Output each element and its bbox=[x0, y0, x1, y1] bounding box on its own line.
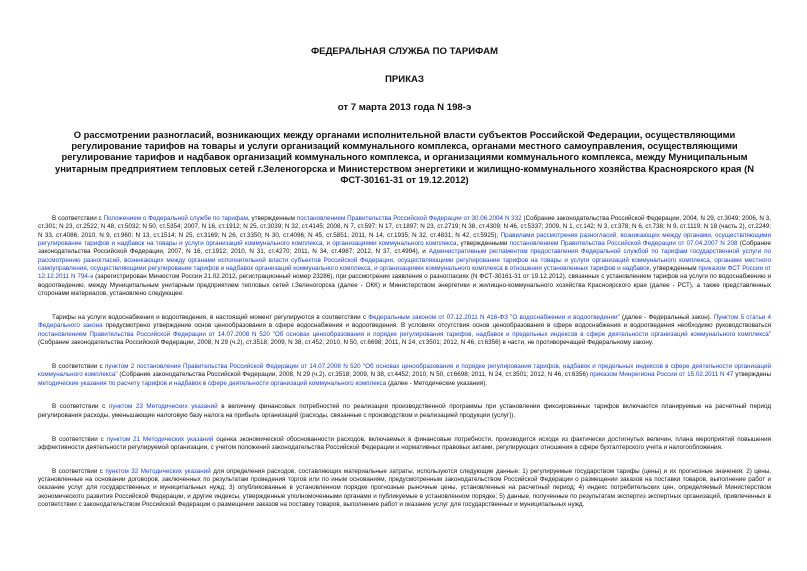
paragraph-6 bbox=[38, 468, 771, 510]
paragraph-2 bbox=[38, 314, 771, 347]
paragraph-text: , утвержденным bbox=[247, 215, 297, 223]
document-type: ПРИКАЗ bbox=[385, 74, 424, 85]
paragraph-text: В соответствии с bbox=[52, 215, 104, 223]
reference-link[interactable]: пунктом 23 Методических указаний bbox=[108, 403, 218, 411]
paragraph-1 bbox=[38, 215, 771, 298]
reference-link[interactable]: постановлением Правительства Российской Федерации от 30.06.2004 N 332 bbox=[296, 215, 522, 223]
paragraph-text: В соответствии с bbox=[52, 435, 107, 443]
document-date: от 7 марта 2013 года N 198-э bbox=[337, 102, 472, 113]
reference-link[interactable]: Пунктом 5 статьи 4 Федерального закона bbox=[38, 313, 771, 330]
reference-link[interactable]: Положением о Федеральной службе по тарифам bbox=[103, 215, 248, 223]
paragraph-text: (далее - Федеральный закон). bbox=[619, 313, 714, 321]
paragraph-text: утверждены bbox=[733, 371, 772, 379]
paragraph-text: (далее - Методические указания). bbox=[386, 379, 488, 387]
reference-link[interactable]: Административным регламентом предоставления Федеральной службой по тарифам государственной услуги по рассмотрению разногласий, возникающих между органами исполнительной власти субъектов Российской Федерации, осуществляющими регулирование тарифов на товары и услуги организаций коммунального комплекса, органами местного самоуправления, осуществляющими регулирование тарифов и надбавок организаций коммунального комплекса, и организациями коммунального комплекса в отношении установленных тарифов и надбавок bbox=[38, 248, 771, 273]
reference-link[interactable]: приказом ФСТ России от 12.12.2011 N 794-э bbox=[38, 265, 771, 281]
paragraph-4 bbox=[38, 403, 771, 420]
issuing-organization: ФЕДЕРАЛЬНАЯ СЛУЖБА ПО ТАРИФАМ bbox=[310, 46, 499, 57]
reference-link[interactable]: постановлением Правительства Российской Федерации от 07.04.2007 N 208 bbox=[509, 240, 738, 248]
paragraph-text: (Собрание законодательства Российской Федерации, 2008, N 29 (ч.2), ст.3518; 2009, N 38, ст.4452; 2010, N 50, ст.6698; 2011, N 24, ст.3501; 2012, N 46, ст.6356) bbox=[117, 371, 590, 379]
reference-link[interactable]: Правилами рассмотрения разногласий, возникающих между органами, осуществляющими регулирование тарифов и надбавок на товары и услуги организаций коммунального комплекса, и организациями коммунального комплекса bbox=[38, 231, 771, 248]
paragraph-text: , утвержденными bbox=[456, 240, 510, 248]
document-title: О рассмотрении разногласий, возникающих между органами исполнительной власти субъектов Российской Федерации, осуществляющими регулирование тарифов на товары и услуги организаций коммунального комплекса, органами местного самоуправления, осуществляющими регулирование тарифов и надбавок организаций коммунального комплекса, и организациями коммунального комплекса, между Муниципальным унитарным предприятием тепловых сетей г.Зеленогорска и Министерством энергетики и жилищно-коммунального хозяйства Красноярского края (N ФСТ-30161-31 от 19.12.2012) bbox=[54, 129, 755, 185]
paragraph-text: (Собрание законодательства Российской Федерации, 2008, N 29 (ч.2), ст.3518; 2009, N 38, ст.452; 2010, N 50, ст.6698; 2011, N 24, ст.3501; 2012, N 46, ст.6356) в части, не противоречащей Федеральному закону. bbox=[38, 338, 654, 346]
reference-link[interactable]: пунктом 2 постановления Правительства Российской Федерации от 14.07.2008 N 520 "Об основах ценообразования и порядке регулирования тарифов, надбавок и предельных индексов в сфере деятельности организаций коммунального комплекса" bbox=[38, 362, 772, 379]
reference-link[interactable]: пунктом 32 Методических указаний bbox=[105, 467, 211, 475]
paragraph-text: В соответствии с bbox=[52, 362, 105, 370]
paragraph-text: (зарегистрирован Минюстом России 21.02.2012, регистрационный номер 23286), при рассмотрении заявления о разногласиях (N ФСТ-30161-31 от 19.12.2012), связанных с установлением тарифов на услуги по водоснабжению и водоотведению, между Муниципальным унитарным предприятием тепловых сетей г.Зеленогорска (далее - ОКК) и Министерством энергетики и жилищно-коммунального хозяйства Красноярского края (далее - РСТ), а также представленных сторонами материалов, установлено следующее: bbox=[38, 273, 771, 298]
paragraph-text: (Собрание законодательства Российской Федерации, 2004, N 29, ст.3049; 2006, N 3, ст.301; N 23, ст.2522; N 48, ст.5032; N 50, ст.5354; 2007, N 16, ст.1912; N 25, ст.3039; N 32, ст.4145; 2008, N 7, ст.597; N 17, ст.1897; N 23, ст.2719; N 38, ст.4309; N 46, ст.5337; 2009, N 1, ст.142; N 3, ст.378; N 6, ст.738; N 9, ст.1119; N 18 (часть 2), ст.2249; N 33, ст.4086; 2010, N 9, ст.960; N 13, ст.1514; N 25, ст.3169; N 26, ст.3350; N 30, ст.4096; N 45, ст.5851; 2011, N 14, ст.1935; N 32, ст.4831; N 42, ст.5925); bbox=[38, 215, 772, 239]
paragraph-text: Тарифы на услуги водоснабжения и водоотведения, в настоящий момент регулируются в соответствии с bbox=[52, 313, 369, 321]
reference-link[interactable]: приказом Минрегиона России от 15.02.2011 N 47 bbox=[589, 371, 734, 379]
paragraph-text: оценка экономической обоснованности расходов, включаемых в финансовые потребности, производится исходя из фактически достигнутых величин, плана мероприятий повышения эффективности деятельности регулируемой организации, с учетом положений законодательства Российской Федерации и нормативных правовых актами, регулирующих отношения в сфере бухгалтерского учета и налогообложения. bbox=[38, 435, 772, 451]
reference-link[interactable]: Федеральным законом от 07.12.2011 N 416-ФЗ "О водоснабжении и водоотведении" bbox=[368, 313, 620, 321]
paragraph-text: предусмотрено утверждение основ ценообразования в сфере водоснабжения и водоотведения. В условиях отсутствия основ ценообразования в сфере водоснабжения и водоотведения необходимо руководствоваться bbox=[102, 322, 772, 330]
reference-link[interactable]: пунктом 21 Методических указаний bbox=[106, 435, 214, 443]
paragraph-3 bbox=[38, 363, 771, 388]
reference-link[interactable]: методические указания по расчету тарифов и надбавок в сфере деятельности организаций коммунального комплекса bbox=[38, 379, 387, 387]
paragraph-text: , утвержденным bbox=[649, 265, 699, 273]
paragraph-text: (Собрание законодательства Российской Федерации, 2007, N 16, ст.1912; 2010, N 31, ст.4270; 2011, N 34, ст.4987; 2012, N 37, ст.4994), и bbox=[38, 240, 771, 256]
paragraph-text: для определения расходов, составляющих материальные затраты, используются следующие данные: 1) регулируемые государством тарифы (цены) и их прогнозные значения; 2) цены, установленные на основании договоров, заключенных по результатам проведения торгов или по иным основаниям, предусмотренным законодательством Российской Федерации о размещении заказов на поставки товаров, выполнение работ и оказание услуг для государственных и муниципальных нужд; 3) опубликованные в установленном порядке прогнозные рыночные цены, установленные на расчетный период; 4) индекс потребительских цен, определяемый Министерством экономического развития Российской Федерации, и другие индексы, утвержденные уполномоченными органами и публикуемые в установленном порядке; 5) данные, полученные по результатам экспертиз экспертных организаций, привлеченных в соответствии с законодательством Российской Федерации о размещении заказов на поставку товаров, выполнение работ и оказание услуг для государственных и муниципальных нужд. bbox=[38, 467, 771, 509]
document-body bbox=[38, 215, 771, 509]
paragraph-5 bbox=[38, 436, 771, 453]
paragraph-text: В соответствии с bbox=[52, 467, 106, 475]
paragraph-text: в величину финансовых потребностей по реализации производственной программы при установлении фиксированных тарифов включаются планируемые на расчетный период регулирования расходы, уменьшающие налоговую базу налога на прибыль организаций (расходы, связанные с производством и реализацией продукции (услуг)). bbox=[38, 403, 772, 419]
reference-link[interactable]: постановлением Правительства Российской Федерации от 14.07.2008 N 520 "Об основах ценообразования и порядке регулирования тарифов, надбавок и предельных индексов в сфере деятельности организаций коммунального комплекса" bbox=[38, 330, 771, 338]
paragraph-text: В соответствии с bbox=[52, 403, 109, 411]
